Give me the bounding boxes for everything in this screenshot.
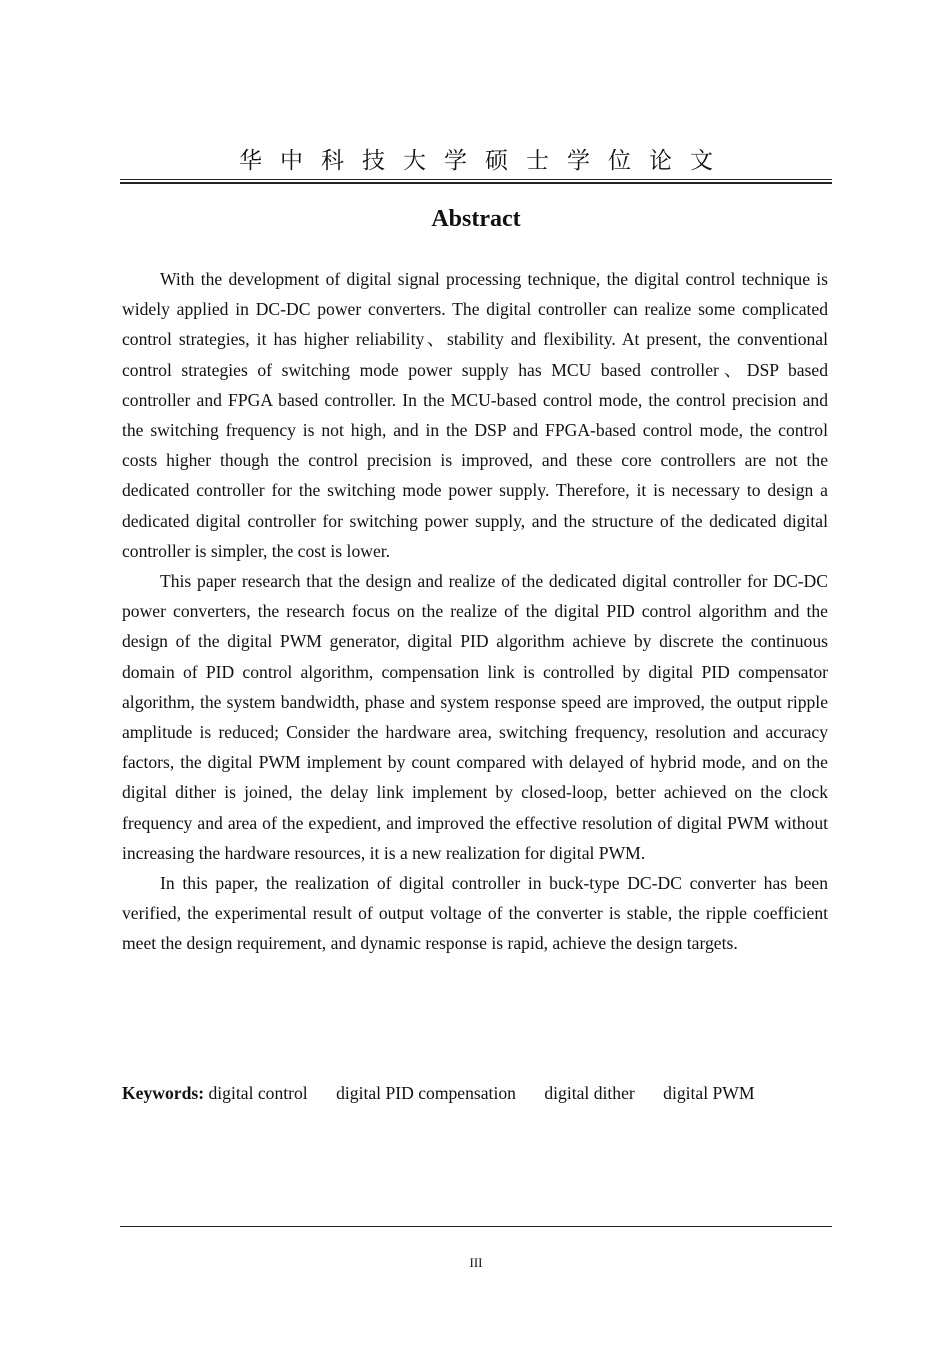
keyword-2: digital PID compensation	[336, 1083, 516, 1103]
page-number: III	[469, 1255, 483, 1270]
keyword-1: digital control	[208, 1083, 308, 1103]
header-rule-thick	[120, 182, 832, 184]
running-header: 华中科技大学硕士学位论文	[239, 148, 731, 174]
header-rule-thin	[120, 179, 832, 180]
abstract-paragraph-2: This paper research that the design and realize of the dedicated digital controller for DC-DC power converters, the research focus on the realize of the digital PID control algorithm and the design of the digital PWM generator, digital PID algorithm achieve by discrete the continuous domain of PID control algorithm, compensation link is controlled by digital PID compensator algorithm, the system bandwidth, phase and system response speed are improved, the output ripple amplitude is reduced; Consider the hardware area, switching frequency, resolution and accuracy factors, the digital PWM implement by count compared with delayed of hybrid mode, and on the digital dither is joined, the delay link implement by closed-loop, better achieved on the clock frequency and area of the expedient, and improved the effective resolution of digital PWM without increasing the hardware resources, it is a new realization for digital PWM.	[122, 571, 828, 863]
keyword-4: digital PWM	[663, 1083, 755, 1103]
keyword-3: digital dither	[544, 1083, 635, 1103]
footer-rule	[120, 1226, 832, 1227]
abstract-body	[122, 264, 828, 959]
abstract-paragraph-1: With the development of digital signal processing technique, the digital control technique is widely applied in DC-DC power converters. The digital controller can realize some complicated control strategies, it has higher reliability、stability and flexibility. At present, the conventional control strategies of switching mode power supply has MCU based controller、DSP based controller and FPGA based controller. In the MCU-based control mode, the control precision and the switching frequency is not high, and in the DSP and FPGA-based control mode, the control costs higher though the control precision is improved, and these core controllers are not the dedicated controller for the switching mode power supply. Therefore, it is necessary to design a dedicated digital controller for switching power supply, and the structure of the dedicated digital controller is simpler, the cost is lower.	[122, 269, 828, 561]
abstract-paragraph-3: In this paper, the realization of digital controller in buck-type DC-DC converter has been verified, the experimental result of output voltage of the converter is stable, the ripple coefficient meet the design requirement, and dynamic response is rapid, achieve the design targets.	[122, 873, 828, 954]
abstract-title: Abstract	[431, 206, 521, 232]
keywords-label: Keywords:	[122, 1083, 205, 1103]
keywords-line	[122, 1079, 828, 1107]
